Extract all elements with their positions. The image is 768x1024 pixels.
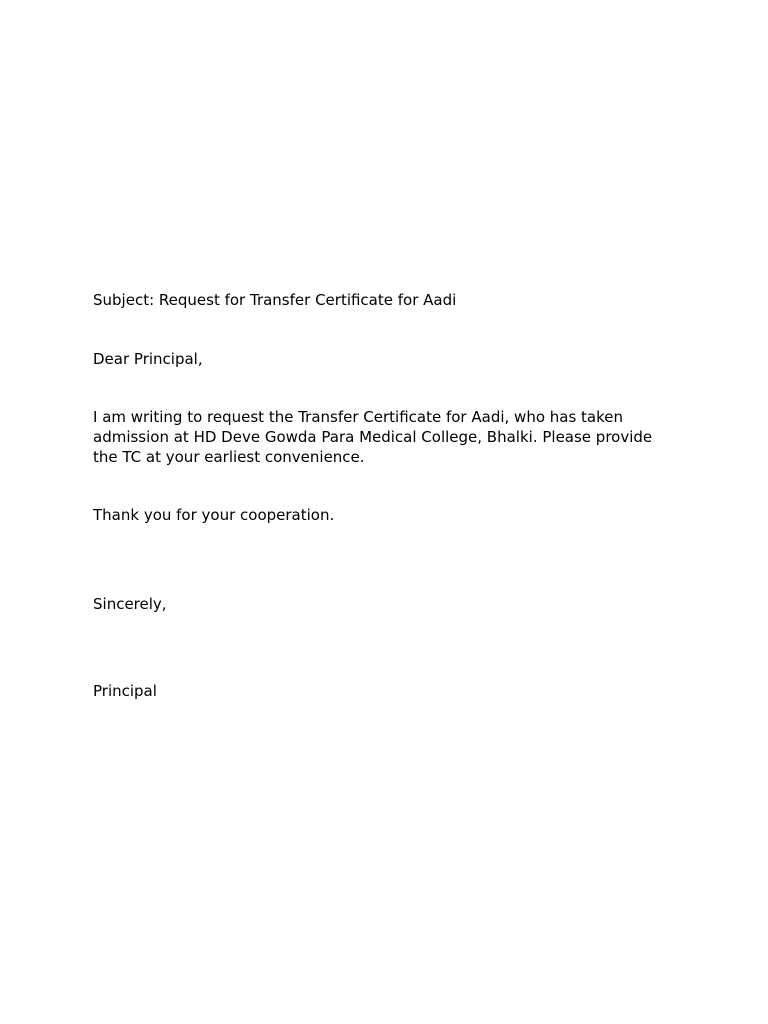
- body-paragraph: [93, 407, 683, 467]
- body-line: admission at HD Deve Gowda Para Medical College, Bhalki. Please provide: [93, 428, 653, 446]
- subject-line: Subject: Request for Transfer Certificate for Aadi: [93, 291, 457, 309]
- signature: Principal: [93, 682, 157, 700]
- body-line: I am writing to request the Transfer Certificate for Aadi, who has taken: [93, 408, 624, 426]
- thanks-line: Thank you for your cooperation.: [93, 506, 335, 524]
- closing-line: Sincerely,: [93, 595, 167, 613]
- body-line: the TC at your earliest convenience.: [93, 448, 365, 466]
- salutation: Dear Principal,: [93, 350, 203, 368]
